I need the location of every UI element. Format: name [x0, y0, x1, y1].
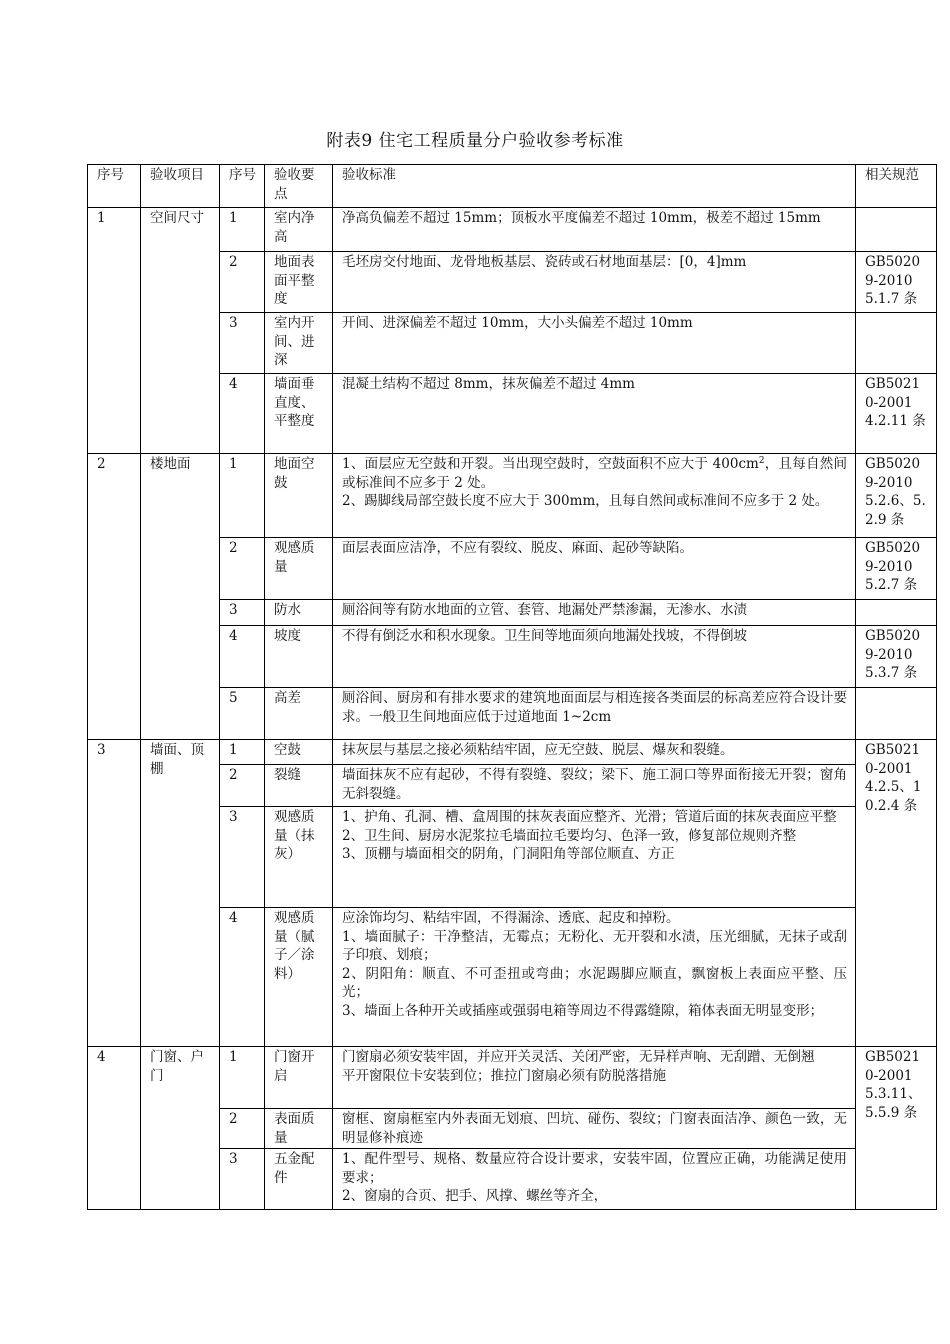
standard-line: 1、面层应无空鼓和开裂。当出现空鼓时，空鼓面积不应大于 $400cm^2$，且每自然间或标准间不应多于 2 处。 [342, 456, 848, 491]
standard-line: 门窗扇必须安装牢固，并应开关灵活、关闭严密，无异样声响、无刮蹭、无倒翘 [342, 1049, 815, 1065]
row-standard [333, 1047, 856, 1109]
standard-line: 2、阴阳角：顺直、不可歪扭或弯曲；水泥踢脚应顺直，飘窗板上表面应平整、压光； [342, 965, 847, 1000]
group-spec: GB50210-2001 4.2.5、10.2.4 条 [856, 740, 937, 1047]
row-standard [333, 626, 856, 688]
row-sub-seq: 1 [220, 1047, 265, 1109]
standard-line: 混凝土结构不超过 8mm，抹灰偏差不超过 4mm [342, 376, 635, 392]
row-sub-seq: 5 [220, 688, 265, 740]
row-point: 室内净高 [265, 208, 333, 252]
standard-line: 2、卫生间、厨房水泥浆拉毛墙面拉毛要均匀、色泽一致，修复部位规则齐整 [342, 827, 797, 844]
header-point: 验收要点 [265, 165, 333, 208]
standard-line: 应涂饰均匀、粘结牢固，不得漏涂、透底、起皮和掉粉。 [342, 910, 680, 926]
row-sub-seq: 1 [220, 454, 265, 538]
row-standard [333, 765, 856, 807]
table-row [88, 208, 937, 252]
row-point: 五金配件 [265, 1149, 333, 1210]
standard-line: 3、顶棚与墙面相交的阴角，门洞阳角等部位顺直、方正 [342, 846, 675, 862]
row-spec: GB50209-2010 5.1.7 条 [856, 252, 937, 313]
row-spec: GB50210-2001 4.2.11 条 [856, 374, 937, 454]
row-standard [333, 807, 856, 908]
standard-line: 厕浴间等有防水地面的立管、套管、地漏处严禁渗漏，无渗水、水渍 [342, 602, 747, 618]
row-point: 地面空鼓 [265, 454, 333, 538]
row-spec: GB50209-2010 5.2.6、5.2.9 条 [856, 454, 937, 538]
table-row [88, 740, 937, 765]
row-standard [333, 313, 856, 374]
row-standard [333, 1149, 856, 1210]
row-standard [333, 208, 856, 252]
header-seq: 序号 [88, 165, 141, 208]
group-seq: 2 [88, 454, 141, 740]
group-item: 门窗、户门 [141, 1047, 220, 1210]
header-standard: 验收标准 [333, 165, 856, 208]
table-row [88, 454, 937, 538]
row-standard [333, 740, 856, 765]
group-item: 楼地面 [141, 454, 220, 740]
row-spec: GB50209-2010 5.3.7 条 [856, 626, 937, 688]
group-seq: 1 [88, 208, 141, 454]
acceptance-standard-table [87, 164, 937, 1210]
header-spec: 相关规范 [856, 165, 937, 208]
row-point: 表面质量 [265, 1109, 333, 1149]
row-standard [333, 374, 856, 454]
row-sub-seq: 1 [220, 740, 265, 765]
row-spec [856, 313, 937, 374]
row-point: 门窗开启 [265, 1047, 333, 1109]
standard-line: 1、配件型号、规格、数量应符合设计要求，安装牢固，位置应正确，功能满足使用要求； [342, 1151, 847, 1186]
row-sub-seq: 3 [220, 1149, 265, 1210]
row-standard [333, 538, 856, 600]
standard-line: 抹灰层与基层之接必须粘结牢固，应无空鼓、脱层、爆灰和裂缝。 [342, 742, 734, 758]
page-title: 附表9 住宅工程质量分户验收参考标准 [326, 131, 624, 151]
row-point: 室内开间、进深 [265, 313, 333, 374]
standard-line: 毛坯房交付地面、龙骨地板基层、瓷砖或石材地面基层：[0，4]mm [342, 254, 747, 270]
row-spec [856, 600, 937, 626]
standard-line: 窗框、窗扇框室内外表面无划痕、凹坑、碰伤、裂纹；门窗表面洁净、颜色一致，无明显修补痕迹 [342, 1111, 847, 1146]
row-standard [333, 908, 856, 1047]
standard-line: 1、墙面腻子：干净整洁，无霉点；无粉化、无开裂和水渍，压光细腻，无抹子或刮子印痕、划痕； [342, 928, 847, 963]
row-point: 高差 [265, 688, 333, 740]
row-sub-seq: 2 [220, 765, 265, 807]
row-sub-seq: 4 [220, 626, 265, 688]
standard-line: 3、墙面上各种开关或插座或强弱电箱等周边不得露缝隙，箱体表面无明显变形； [342, 1002, 824, 1019]
row-standard [333, 454, 856, 538]
row-sub-seq: 3 [220, 313, 265, 374]
row-sub-seq: 4 [220, 374, 265, 454]
row-point: 观感质量 [265, 538, 333, 600]
standard-line: 平开窗限位卡安装到位；推拉门窗扇必须有防脱落措施 [342, 1067, 666, 1084]
row-standard [333, 688, 856, 740]
group-seq: 3 [88, 740, 141, 1047]
row-point: 防水 [265, 600, 333, 626]
group-item: 空间尺寸 [141, 208, 220, 454]
row-spec [856, 208, 937, 252]
row-spec: GB50209-2010 5.2.7 条 [856, 538, 937, 600]
row-point: 观感质量（抹灰） [265, 807, 333, 908]
row-point: 空鼓 [265, 740, 333, 765]
row-point: 墙面垂直度、平整度 [265, 374, 333, 454]
row-sub-seq: 2 [220, 538, 265, 600]
standard-line: 1、护角、孔洞、槽、盒周围的抹灰表面应整齐、光滑；管道后面的抹灰表面应平整 [342, 809, 837, 825]
table-header-row [88, 165, 937, 208]
row-standard [333, 600, 856, 626]
row-point: 坡度 [265, 626, 333, 688]
standard-line: 不得有倒泛水和积水现象。卫生间等地面须向地漏处找坡，不得倒坡 [342, 628, 747, 644]
row-point: 观感质量（腻子／涂料） [265, 908, 333, 1047]
row-sub-seq: 4 [220, 908, 265, 1047]
superscript: 2 [758, 456, 765, 466]
row-sub-seq: 2 [220, 252, 265, 313]
row-sub-seq: 2 [220, 1109, 265, 1149]
table-row [88, 1047, 937, 1109]
standard-line: 2、踢脚线局部空鼓长度不应大于 300mm，且每自然间或标准间不应多于 2 处。 [342, 493, 829, 509]
row-point: 裂缝 [265, 765, 333, 807]
row-sub-seq: 3 [220, 807, 265, 908]
row-sub-seq: 1 [220, 208, 265, 252]
row-standard [333, 1109, 856, 1149]
row-standard [333, 252, 856, 313]
row-sub-seq: 3 [220, 600, 265, 626]
header-item: 验收项目 [141, 165, 220, 208]
row-spec [856, 688, 937, 740]
standard-line: 净高负偏差不超过 15mm；顶板水平度偏差不超过 10mm，极差不超过 15mm [342, 210, 821, 226]
header-sub-seq: 序号 [220, 165, 265, 208]
standard-line: 墙面抹灰不应有起砂，不得有裂缝、裂纹；梁下、施工洞口等界面衔接无开裂；窗角无斜裂缝。 [342, 767, 847, 802]
row-point: 地面表面平整度 [265, 252, 333, 313]
standard-line: 开间、进深偏差不超过 10mm，大小头偏差不超过 10mm [342, 315, 693, 331]
group-spec: GB50210-2001 5.3.11、5.5.9 条 [856, 1047, 937, 1210]
standard-line: 面层表面应洁净，不应有裂纹、脱皮、麻面、起砂等缺陷。 [342, 540, 693, 556]
group-seq: 4 [88, 1047, 141, 1210]
standard-line: 2、窗扇的合页、把手、风撑、螺丝等齐全， [342, 1188, 608, 1204]
group-item: 墙面、顶棚 [141, 740, 220, 1047]
standard-line: 厕浴间、厨房和有排水要求的建筑地面面层与相连接各类面层的标高差应符合设计要求。一般卫生间地面应低于过道地面 1~2cm [342, 690, 847, 725]
